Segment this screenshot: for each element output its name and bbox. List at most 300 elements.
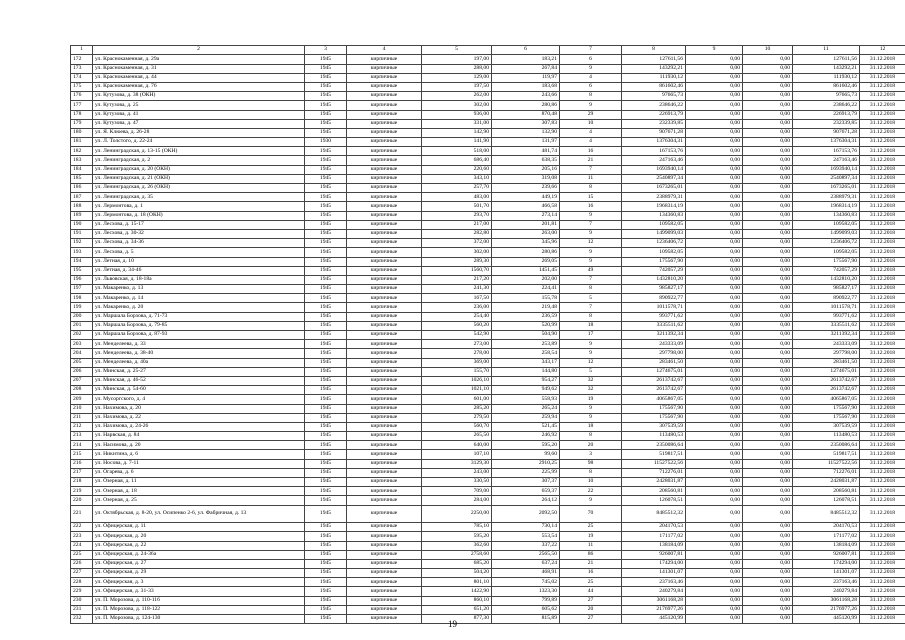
cell-col-cost: 175567,90: [622, 257, 686, 266]
table-row: [71, 478, 905, 487]
header-col-wall-material: 4: [347, 46, 422, 55]
cell-col-total-area: 302,00: [422, 101, 492, 110]
cell-col-cost: 141301,07: [622, 569, 686, 578]
cell-col-wall-material: кирпичные: [347, 202, 422, 211]
cell-col-year: 1945: [305, 532, 347, 541]
table-row: [71, 321, 905, 330]
cell-col-date: 31.12.2018: [860, 395, 905, 404]
cell-col-number: 216: [71, 459, 93, 468]
cell-col-date: 31.12.2018: [860, 358, 905, 367]
cell-col-col10: 0,00: [743, 174, 793, 183]
cell-col-number: 215: [71, 450, 93, 459]
cell-col-address: ул. Лермонтова, д. 1: [93, 202, 305, 211]
table-body: [71, 55, 905, 624]
cell-col-living-area: 264,12: [492, 496, 560, 505]
header-col-col10: 10: [743, 46, 793, 55]
cell-col-total: 175567,90: [793, 404, 860, 413]
cell-col-year: 1945: [305, 559, 347, 568]
cell-col-cost: 11527522,56: [622, 459, 686, 468]
cell-col-count: 10: [560, 119, 622, 128]
cell-col-address: ул. Насимова, д. 20: [93, 441, 305, 450]
cell-col-number: 189: [71, 211, 93, 220]
cell-col-total-area: 220,60: [422, 165, 492, 174]
cell-col-date: 31.12.2018: [860, 532, 905, 541]
cell-col-cost: 307539,59: [622, 422, 686, 431]
cell-col-cost: 985827,17: [622, 285, 686, 294]
cell-col-year: 1945: [305, 587, 347, 596]
cell-col-count: 18: [560, 321, 622, 330]
cell-col-total: 134360,83: [793, 211, 860, 220]
cell-col-total-area: 936,00: [422, 110, 492, 119]
cell-col-total: 175567,90: [793, 413, 860, 422]
cell-col-cost: 1011578,71: [622, 303, 686, 312]
cell-col-total-area: 785,10: [422, 523, 492, 532]
cell-col-count: 8: [560, 468, 622, 477]
cell-col-col10: 0,00: [743, 128, 793, 137]
cell-col-living-area: 155,78: [492, 294, 560, 303]
cell-col-year: 1945: [305, 422, 347, 431]
cell-col-number: 230: [71, 596, 93, 605]
cell-col-date: 31.12.2018: [860, 605, 905, 614]
cell-col-year: 1945: [305, 165, 347, 174]
cell-col-col10: 0,00: [743, 587, 793, 596]
cell-col-total-area: 197,50: [422, 82, 492, 91]
cell-col-count: 9: [560, 349, 622, 358]
cell-col-total-area: 197,00: [422, 55, 492, 64]
cell-col-living-area: 253,89: [492, 340, 560, 349]
cell-col-date: 31.12.2018: [860, 478, 905, 487]
cell-col-wall-material: кирпичные: [347, 367, 422, 376]
cell-col-number: 210: [71, 404, 93, 413]
cell-col-col9: 0,00: [686, 248, 743, 257]
cell-col-date: 31.12.2018: [860, 138, 905, 147]
cell-col-cost: 208560,81: [622, 487, 686, 496]
cell-col-col9: 0,00: [686, 211, 743, 220]
cell-col-number: 193: [71, 248, 93, 257]
cell-col-total: 3211392,34: [793, 331, 860, 340]
cell-col-address: ул. Минская, д. 46-52: [93, 376, 305, 385]
table-row: [71, 184, 905, 193]
cell-col-count: 49: [560, 266, 622, 275]
cell-col-year: 1945: [305, 459, 347, 468]
cell-col-wall-material: кирпичные: [347, 92, 422, 101]
cell-col-living-area: 637,24: [492, 559, 560, 568]
header-col-address: 2: [93, 46, 305, 55]
cell-col-col9: 0,00: [686, 275, 743, 284]
cell-col-col9: 0,00: [686, 165, 743, 174]
cell-col-wall-material: кирпичные: [347, 578, 422, 587]
cell-col-count: 32: [560, 386, 622, 395]
cell-col-col9: 0,00: [686, 138, 743, 147]
cell-col-col10: 0,00: [743, 358, 793, 367]
cell-col-total: 2613742,67: [793, 376, 860, 385]
cell-col-address: ул. Лесхова, д. 5: [93, 248, 305, 257]
cell-col-col9: 0,00: [686, 441, 743, 450]
cell-col-number: 181: [71, 138, 93, 147]
cell-col-total-area: 278,00: [422, 349, 492, 358]
cell-col-year: 1945: [305, 119, 347, 128]
cell-col-year: 1945: [305, 193, 347, 202]
table-row: [71, 404, 905, 413]
cell-col-cost: 175567,90: [622, 413, 686, 422]
cell-col-address: ул. Л. Толстого, д. 22-24: [93, 138, 305, 147]
cell-col-living-area: 280,86: [492, 101, 560, 110]
cell-col-col9: 0,00: [686, 615, 743, 624]
cell-col-year: 1945: [305, 395, 347, 404]
header-col-count: 7: [560, 46, 622, 55]
cell-col-year: 1945: [305, 174, 347, 183]
cell-col-address: ул. Носова, д. 7-11: [93, 459, 305, 468]
cell-col-cost: 126078,51: [622, 496, 686, 505]
cell-col-col9: 0,00: [686, 422, 743, 431]
cell-col-address: ул. Офицерская, д. 11: [93, 523, 305, 532]
cell-col-wall-material: кирпичные: [347, 459, 422, 468]
cell-col-number: 196: [71, 275, 93, 284]
cell-col-number: 174: [71, 73, 93, 82]
cell-col-total: 238646,22: [793, 101, 860, 110]
cell-col-wall-material: кирпичные: [347, 55, 422, 64]
cell-col-col10: 0,00: [743, 331, 793, 340]
cell-col-col10: 0,00: [743, 605, 793, 614]
cell-col-total: 2428031,87: [793, 478, 860, 487]
cell-col-date: 31.12.2018: [860, 596, 905, 605]
table-row: [71, 587, 905, 596]
cell-col-count: 9: [560, 101, 622, 110]
cell-col-year: 1945: [305, 55, 347, 64]
cell-col-cost: 907671,28: [622, 128, 686, 137]
cell-col-count: 11: [560, 174, 622, 183]
cell-col-count: 12: [560, 239, 622, 248]
cell-col-total: 138184,09: [793, 541, 860, 550]
cell-col-date: 31.12.2018: [860, 147, 905, 156]
cell-col-total: 240279,84: [793, 587, 860, 596]
cell-col-cost: 2428031,87: [622, 478, 686, 487]
cell-col-count: 7: [560, 220, 622, 229]
cell-col-col9: 0,00: [686, 55, 743, 64]
cell-col-year: 1945: [305, 468, 347, 477]
cell-col-col9: 0,00: [686, 340, 743, 349]
cell-col-cost: 1499099,03: [622, 229, 686, 238]
cell-col-total: 143292,21: [793, 64, 860, 73]
cell-col-cost: 3335511,62: [622, 321, 686, 330]
cell-col-address: ул. Маршала Борзова, д. 87-93: [93, 331, 305, 340]
cell-col-col9: 0,00: [686, 73, 743, 82]
cell-col-cost: 1376304,31: [622, 138, 686, 147]
cell-col-cost: 109582,05: [622, 220, 686, 229]
cell-col-date: 31.12.2018: [860, 275, 905, 284]
cell-col-col10: 0,00: [743, 285, 793, 294]
table-row: [71, 349, 905, 358]
cell-col-col9: 0,00: [686, 82, 743, 91]
table-row: [71, 92, 905, 101]
cell-col-col9: 0,00: [686, 468, 743, 477]
cell-col-living-area: 131,97: [492, 138, 560, 147]
cell-col-wall-material: кирпичные: [347, 441, 422, 450]
cell-col-number: 231: [71, 605, 93, 614]
cell-col-col9: 0,00: [686, 459, 743, 468]
cell-col-total: 985827,17: [793, 285, 860, 294]
cell-col-year: 1945: [305, 596, 347, 605]
cell-col-count: 11: [560, 541, 622, 550]
cell-col-date: 31.12.2018: [860, 450, 905, 459]
table-row: [71, 211, 905, 220]
cell-col-cost: 519817,51: [622, 450, 686, 459]
cell-col-living-area: 468,91: [492, 569, 560, 578]
table-row: [71, 266, 905, 275]
cell-col-col10: 0,00: [743, 413, 793, 422]
table-row: [71, 174, 905, 183]
cell-col-year: 1945: [305, 496, 347, 505]
cell-col-wall-material: кирпичные: [347, 532, 422, 541]
table-row: [71, 193, 905, 202]
cell-col-address: ул. Ленинградская, д. 35: [93, 193, 305, 202]
cell-col-address: ул. Кутузова, д. 25: [93, 101, 305, 110]
cell-col-number: 195: [71, 266, 93, 275]
cell-col-col10: 0,00: [743, 432, 793, 441]
cell-col-address: ул. Минская, д. 54-60: [93, 386, 305, 395]
cell-col-total-area: 860,10: [422, 596, 492, 605]
cell-col-col9: 0,00: [686, 550, 743, 559]
table-row: [71, 239, 905, 248]
cell-col-col10: 0,00: [743, 395, 793, 404]
cell-col-count: 27: [560, 615, 622, 624]
cell-col-total-area: 369,00: [422, 358, 492, 367]
cell-col-total: 11527522,56: [793, 459, 860, 468]
table-row: [71, 257, 905, 266]
cell-col-living-area: 205,16: [492, 165, 560, 174]
cell-col-col10: 0,00: [743, 559, 793, 568]
cell-col-living-area: 273,14: [492, 211, 560, 220]
cell-col-total-area: 601,00: [422, 395, 492, 404]
cell-col-total: 1499099,03: [793, 229, 860, 238]
cell-col-address: ул. Офицерская, д. 20: [93, 532, 305, 541]
cell-col-year: 1945: [305, 257, 347, 266]
cell-col-year: 1945: [305, 487, 347, 496]
table-row: [71, 432, 905, 441]
cell-col-year: 1945: [305, 110, 347, 119]
cell-col-date: 31.12.2018: [860, 82, 905, 91]
cell-col-count: 20: [560, 605, 622, 614]
cell-col-wall-material: кирпичные: [347, 147, 422, 156]
table-row: [71, 229, 905, 238]
cell-col-address: ул. Кутузова, д. 41: [93, 110, 305, 119]
cell-col-year: 1945: [305, 358, 347, 367]
cell-col-total: 127611,56: [793, 55, 860, 64]
cell-col-date: 31.12.2018: [860, 496, 905, 505]
cell-col-number: 198: [71, 294, 93, 303]
cell-col-wall-material: кирпичные: [347, 229, 422, 238]
cell-col-address: ул. Ленинградская, д. 2: [93, 156, 305, 165]
cell-col-total: 283461,50: [793, 358, 860, 367]
cell-col-number: 200: [71, 312, 93, 321]
cell-col-living-area: 345,96: [492, 239, 560, 248]
cell-col-total-area: 262,00: [422, 92, 492, 101]
cell-col-living-area: 219,48: [492, 303, 560, 312]
cell-col-cost: 1432810,20: [622, 275, 686, 284]
cell-col-total-area: 285,20: [422, 404, 492, 413]
cell-col-number: 203: [71, 340, 93, 349]
cell-col-date: 31.12.2018: [860, 386, 905, 395]
cell-col-year: 1945: [305, 376, 347, 385]
cell-col-wall-material: кирпичные: [347, 386, 422, 395]
cell-col-wall-material: кирпичные: [347, 478, 422, 487]
cell-col-date: 31.12.2018: [860, 468, 905, 477]
cell-col-living-area: 239,66: [492, 184, 560, 193]
header-col-col9: 9: [686, 46, 743, 55]
cell-col-wall-material: кирпичные: [347, 559, 422, 568]
cell-col-living-area: 307,83: [492, 119, 560, 128]
cell-col-year: 1945: [305, 92, 347, 101]
cell-col-address: ул. Ленинградская, д. 20 (ОКН): [93, 165, 305, 174]
table-row: [71, 376, 905, 385]
cell-col-wall-material: кирпичные: [347, 257, 422, 266]
cell-col-living-area: 595,20: [492, 441, 560, 450]
cell-col-date: 31.12.2018: [860, 193, 905, 202]
cell-col-count: 8: [560, 285, 622, 294]
cell-col-living-area: 183,68: [492, 82, 560, 91]
cell-col-total-area: 331,00: [422, 119, 492, 128]
cell-col-col9: 0,00: [686, 156, 743, 165]
cell-col-total: 232339,85: [793, 119, 860, 128]
cell-col-year: 1945: [305, 578, 347, 587]
cell-col-cost: 1673265,01: [622, 184, 686, 193]
cell-col-cost: 232339,85: [622, 119, 686, 128]
cell-col-cost: 167153,76: [622, 147, 686, 156]
cell-col-total: 1376304,31: [793, 138, 860, 147]
cell-col-date: 31.12.2018: [860, 110, 905, 119]
cell-col-living-area: 265,24: [492, 404, 560, 413]
cell-col-number: 226: [71, 559, 93, 568]
cell-col-date: 31.12.2018: [860, 569, 905, 578]
cell-col-wall-material: кирпичные: [347, 468, 422, 477]
cell-col-living-area: 144,80: [492, 367, 560, 376]
cell-col-living-area: 659,37: [492, 487, 560, 496]
cell-col-year: 1945: [305, 211, 347, 220]
header-row: [71, 46, 905, 55]
cell-col-cost: 2613742,67: [622, 386, 686, 395]
cell-col-living-area: 605,62: [492, 605, 560, 614]
cell-col-address: ул. Офицерская, д. 3: [93, 578, 305, 587]
cell-col-year: 1945: [305, 239, 347, 248]
cell-col-wall-material: кирпичные: [347, 64, 422, 73]
cell-col-wall-material: кирпичные: [347, 193, 422, 202]
cell-col-number: 176: [71, 92, 93, 101]
cell-col-cost: 171177,02: [622, 532, 686, 541]
cell-col-wall-material: кирпичные: [347, 275, 422, 284]
cell-col-total: 861602,46: [793, 82, 860, 91]
cell-col-col10: 0,00: [743, 110, 793, 119]
cell-col-col9: 0,00: [686, 569, 743, 578]
cell-col-count: 4: [560, 73, 622, 82]
cell-col-wall-material: кирпичные: [347, 165, 422, 174]
cell-col-cost: 97665,73: [622, 92, 686, 101]
cell-col-col10: 0,00: [743, 184, 793, 193]
table-row: [71, 496, 905, 505]
cell-col-cost: 3211392,34: [622, 331, 686, 340]
cell-col-living-area: 521,45: [492, 422, 560, 431]
cell-col-cost: 742057,29: [622, 266, 686, 275]
table-row: [71, 82, 905, 91]
cell-col-wall-material: кирпичные: [347, 340, 422, 349]
table-row: [71, 441, 905, 450]
cell-col-living-area: 259,94: [492, 413, 560, 422]
cell-col-living-area: 236,59: [492, 312, 560, 321]
cell-col-cost: 2613742,67: [622, 376, 686, 385]
cell-col-cost: 1693940,14: [622, 165, 686, 174]
cell-col-year: 1945: [305, 275, 347, 284]
cell-col-year: 1945: [305, 615, 347, 624]
cell-col-total: 97665,73: [793, 92, 860, 101]
cell-col-living-area: 954,27: [492, 376, 560, 385]
cell-col-total: 1432810,20: [793, 275, 860, 284]
cell-col-total-area: 1021,10: [422, 386, 492, 395]
table-row: [71, 505, 905, 523]
cell-col-address: ул. Менделеева, д. 33: [93, 340, 305, 349]
cell-col-total-area: 542,90: [422, 331, 492, 340]
table-row: [71, 550, 905, 559]
cell-col-total-area: 155,70: [422, 367, 492, 376]
cell-col-total: 141301,07: [793, 569, 860, 578]
header-col-total: 11: [793, 46, 860, 55]
cell-col-total-area: 293,70: [422, 211, 492, 220]
cell-col-cost: 143292,21: [622, 64, 686, 73]
cell-col-address: ул. Озерная, д. 11: [93, 478, 305, 487]
cell-col-address: ул. Нахимова, д. 22: [93, 413, 305, 422]
cell-col-wall-material: кирпичные: [347, 404, 422, 413]
cell-col-year: 1945: [305, 569, 347, 578]
cell-col-col10: 0,00: [743, 165, 793, 174]
cell-col-year: 1945: [305, 441, 347, 450]
cell-col-col10: 0,00: [743, 202, 793, 211]
table-row: [71, 165, 905, 174]
cell-col-number: 191: [71, 229, 93, 238]
cell-col-address: ул. Краснокаменная, д. 29а: [93, 55, 305, 64]
cell-col-address: ул. Офицерская, д. 22: [93, 541, 305, 550]
cell-col-address: ул. Нахимова, д. 24-26: [93, 422, 305, 431]
cell-col-number: 211: [71, 413, 93, 422]
cell-col-total: 519817,51: [793, 450, 860, 459]
cell-col-col9: 0,00: [686, 128, 743, 137]
cell-col-col10: 0,00: [743, 459, 793, 468]
cell-col-living-area: 466,58: [492, 202, 560, 211]
cell-col-total-area: 289,30: [422, 257, 492, 266]
table-row: [71, 487, 905, 496]
cell-col-number: 213: [71, 432, 93, 441]
cell-col-col9: 0,00: [686, 395, 743, 404]
cell-col-col9: 0,00: [686, 239, 743, 248]
cell-col-total: 1693940,14: [793, 165, 860, 174]
cell-col-col10: 0,00: [743, 468, 793, 477]
cell-col-count: 25: [560, 578, 622, 587]
cell-col-count: 9: [560, 64, 622, 73]
cell-col-year: 1945: [305, 340, 347, 349]
cell-col-count: 19: [560, 532, 622, 541]
cell-col-col9: 0,00: [686, 376, 743, 385]
cell-col-count: 27: [560, 596, 622, 605]
cell-col-col9: 0,00: [686, 184, 743, 193]
cell-col-wall-material: кирпичные: [347, 73, 422, 82]
cell-col-living-area: 243,66: [492, 92, 560, 101]
cell-col-col10: 0,00: [743, 596, 793, 605]
cell-col-total: 1673265,01: [793, 184, 860, 193]
cell-col-year: 1945: [305, 605, 347, 614]
cell-col-living-area: 269,05: [492, 257, 560, 266]
cell-col-cost: 111930,12: [622, 73, 686, 82]
table-row: [71, 395, 905, 404]
cell-col-count: 9: [560, 211, 622, 220]
cell-col-cost: 4065867,05: [622, 395, 686, 404]
cell-col-total: 890922,77: [793, 294, 860, 303]
